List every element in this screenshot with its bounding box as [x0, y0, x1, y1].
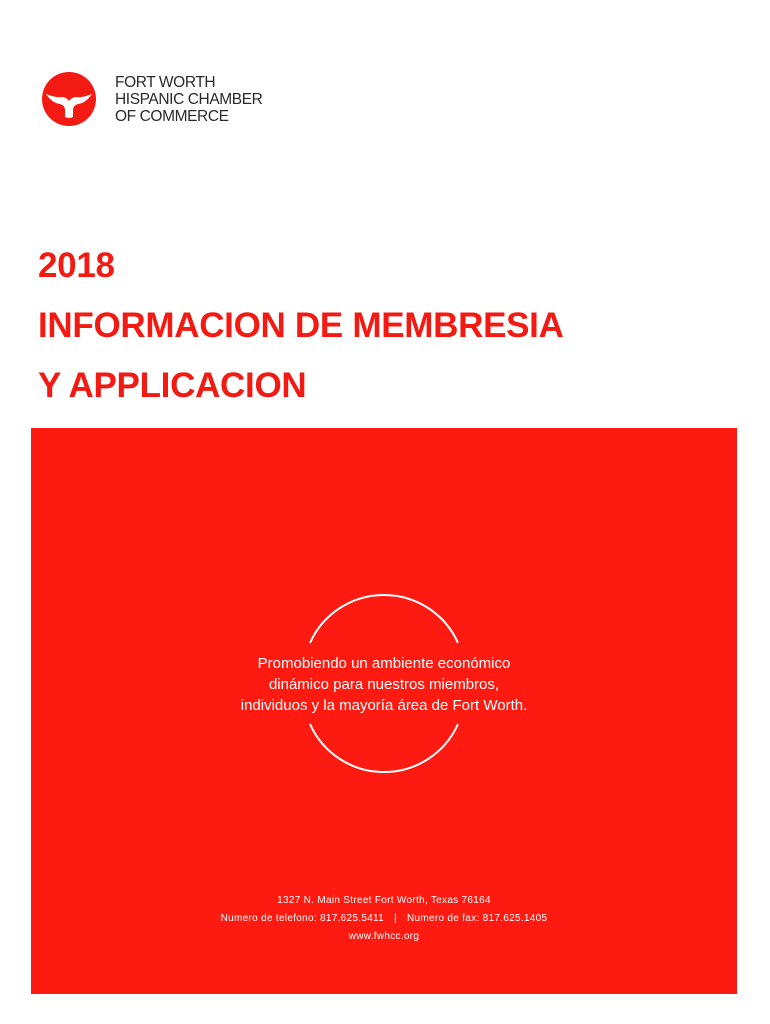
tagline-line-2: dinámico para nuestros miembros,: [268, 676, 500, 693]
fax-number: Numero de fax: 817.625.1405: [406, 913, 548, 924]
chamber-name-line-3: OF COMMERCE: [115, 107, 229, 125]
contact-info: [31, 892, 737, 946]
tagline-line-3: individuos y la mayoría área de Fort Worth.: [240, 697, 528, 714]
chamber-name: [115, 74, 262, 125]
title-year: 2018: [38, 246, 115, 285]
fwhcc-logo-icon: [40, 70, 98, 128]
address: 1327 N. Main Street Fort Worth, Texas 76164: [277, 895, 491, 906]
phone-fax-line: [31, 910, 737, 928]
title-line-2: Y APPLICACION: [38, 366, 307, 405]
red-cover-panel: [31, 428, 737, 994]
separator: |: [394, 913, 397, 924]
phone-number: Numero de telefono: 817.625.5411: [220, 913, 385, 924]
chamber-name-line-2: HISPANIC CHAMBER: [115, 90, 263, 108]
tagline-line-1: Promobiendo un ambiente económico: [257, 655, 511, 672]
chamber-name-line-1: FORT WORTH: [115, 73, 216, 91]
title-line-1: INFORMACION DE MEMBRESIA: [38, 306, 564, 345]
chamber-logo: [40, 70, 262, 128]
document-title: [38, 236, 564, 416]
tagline: [31, 653, 737, 716]
website-link[interactable]: www.fwhcc.org: [348, 931, 420, 942]
